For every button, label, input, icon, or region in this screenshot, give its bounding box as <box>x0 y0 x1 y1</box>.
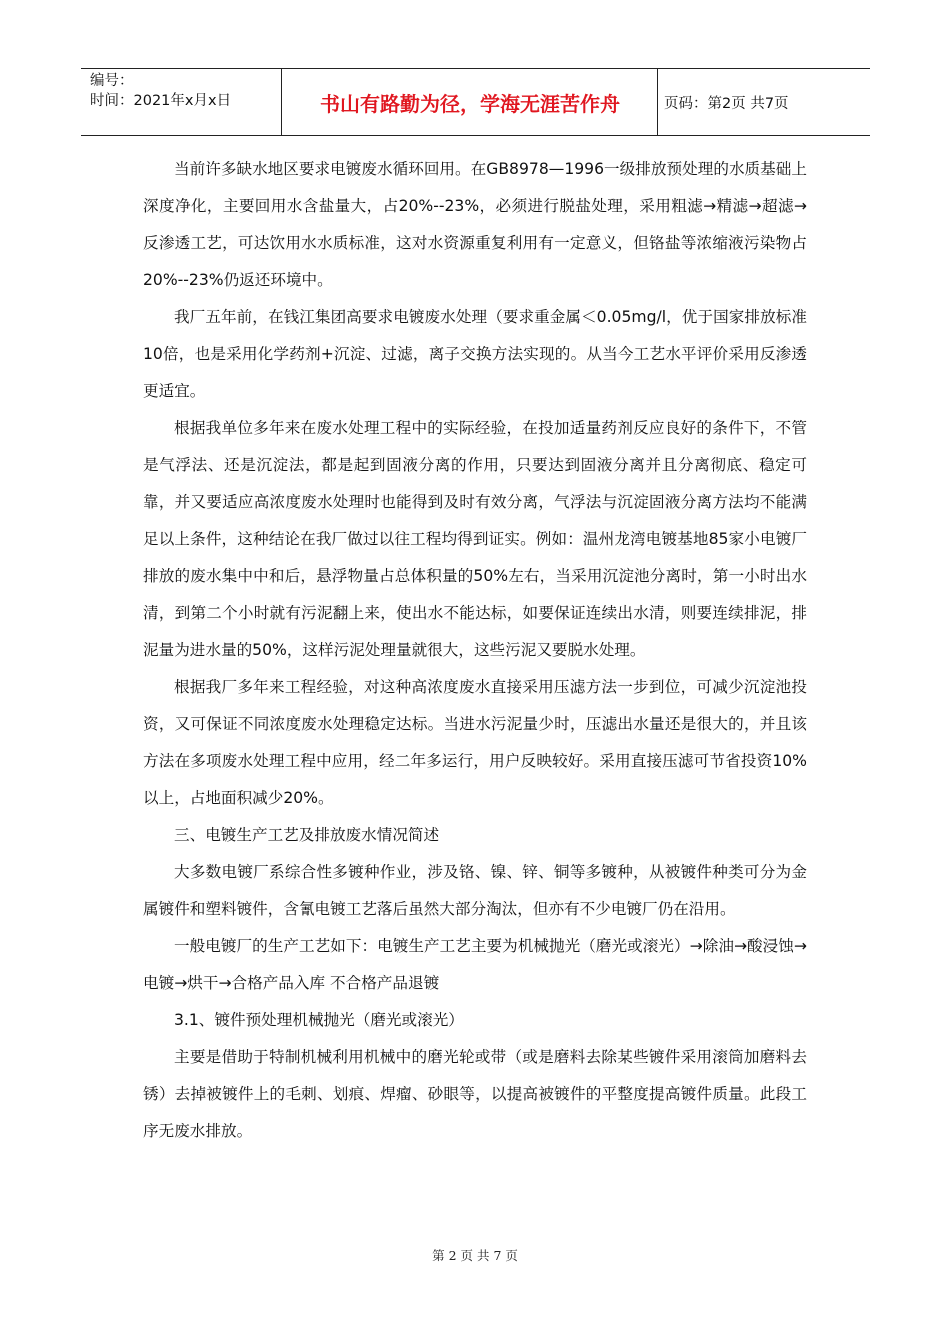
body-paragraph: 主要是借助于特制机械利用机械中的磨光轮或带（或是磨料去除某些镀件采用滚筒加磨料去锈）去掉被镀件上的毛刺、划痕、焊瘤、砂眼等，以提高被镀件的平整度提高镀件质量。此段工序无废水排放。 <box>143 1048 807 1140</box>
header-left-cell <box>81 69 282 135</box>
motto-banner: 书山有路勤为径，学海无涯苦作舟 <box>320 92 620 116</box>
body-paragraph: 根据我单位多年来在废水处理工程中的实际经验，在投加适量药剂反应良好的条件下，不管是气浮法、还是沉淀法，都是起到固液分离的作用，只要达到固液分离并且分离彻底、稳定可靠，并又要适应高浓度废水处理时也能得到及时有效分离，气浮法与沉淀固液分离方法均不能满足以上条件，这种结论在我厂做过以往工程均得到证实。例如：温州龙湾电镀基地85家小电镀厂排放的废水集中中和后，悬浮物量占总体积量的50%左右，当采用沉淀池分离时，第一小时出水清，到第二个小时就有污泥翻上来，使出水不能达标，如要保证连续出水清，则要连续排泥，排泥量为进水量的50%，这样污泥处理量就很大，这些污泥又要脱水处理。 <box>143 419 807 659</box>
header-table <box>81 68 870 136</box>
document-time-label: 时间：2021年x月x日 <box>90 93 232 109</box>
body-paragraph: 当前许多缺水地区要求电镀废水循环回用。在GB8978—1996一级排放预处理的水质基础上深度净化，主要回用水含盐量大，占20%--23%，必须进行脱盐处理，采用粗滤→精滤→超滤→反渗透工艺，可达饮用水水质标准，这对水资源重复利用有一定意义，但铬盐等浓缩液污染物占20%--23%仍返还环境中。 <box>143 160 807 289</box>
subsection-heading: 3.1、镀件预处理机械抛光（磨光或滚光） <box>174 1011 464 1029</box>
body-paragraph: 一般电镀厂的生产工艺如下：电镀生产工艺主要为机械抛光（磨光或滚光）→除油→酸浸蚀→电镀→烘干→合格产品入库 不合格产品退镀 <box>143 937 807 992</box>
header-page-cell <box>658 69 870 135</box>
body-paragraph: 大多数电镀厂系综合性多镀种作业，涉及铬、镍、锌、铜等多镀种，从被镀件种类可分为金属镀件和塑料镀件，含氰电镀工艺落后虽然大部分淘汰，但亦有不少电镀厂仍在沿用。 <box>143 863 807 918</box>
header-page-info: 页码：第2页 共7页 <box>664 96 789 112</box>
document-number-label: 编号： <box>90 73 134 89</box>
body-paragraph: 我厂五年前，在钱江集团高要求电镀废水处理（要求重金属＜0.05mg/l，优于国家排放标准10倍，也是采用化学药剂+沉淀、过滤，离子交换方法实现的。从当今工艺水平评价采用反渗透更适宜。 <box>143 308 807 400</box>
document-body <box>143 151 807 1150</box>
page-footer: 第 2 页 共 7 页 <box>432 1248 518 1263</box>
section-heading: 三、电镀生产工艺及排放废水情况简述 <box>174 826 440 844</box>
header-motto-cell <box>282 69 658 135</box>
body-paragraph: 根据我厂多年来工程经验，对这种高浓度废水直接采用压滤方法一步到位，可减少沉淀池投资，又可保证不同浓度废水处理稳定达标。当进水污泥量少时，压滤出水量还是很大的，并且该方法在多项废水处理工程中应用，经二年多运行，用户反映较好。采用直接压滤可节省投资10%以上，占地面积减少20%。 <box>143 678 807 807</box>
